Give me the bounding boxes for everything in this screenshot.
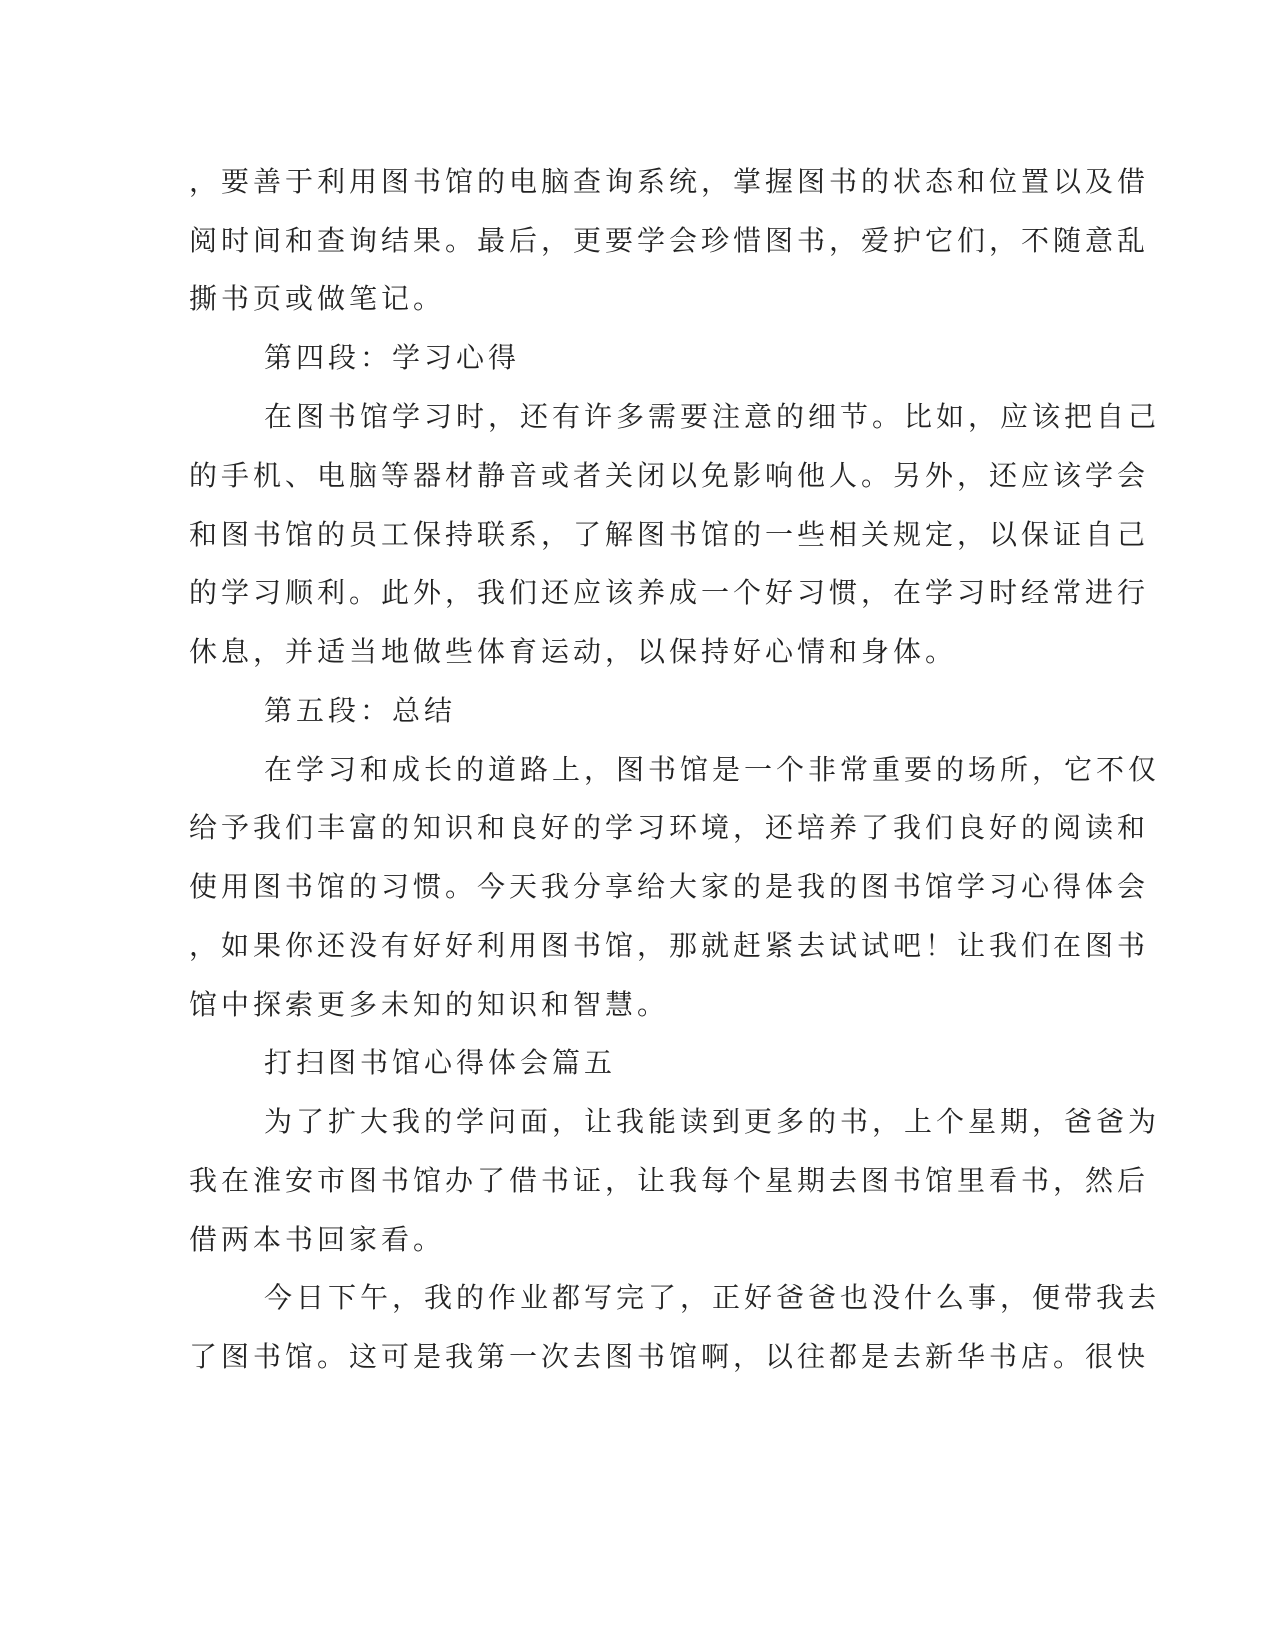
text-line: 休息，并适当地做些体育运动，以保持好心情和身体。 xyxy=(189,635,958,668)
text-line: 的手机、电脑等器材静音或者关闭以免影响他人。另外，还应该学会 xyxy=(189,459,1150,492)
text-line: ，要善于利用图书馆的电脑查询系统，掌握图书的状态和位置以及借 xyxy=(189,165,1150,198)
article-title: 打扫图书馆心得体会篇五 xyxy=(264,1046,617,1079)
text-line: 阅时间和查询结果。最后，更要学会珍惜图书，爱护它们，不随意乱 xyxy=(189,224,1150,257)
section-heading: 第四段：学习心得 xyxy=(264,341,521,374)
text-line: 了图书馆。这可是我第一次去图书馆啊，以往都是去新华书店。很快 xyxy=(189,1340,1150,1373)
text-line: ，如果你还没有好好利用图书馆，那就赶紧去试试吧！让我们在图书 xyxy=(189,929,1150,962)
section-heading: 第五段：总结 xyxy=(264,694,457,727)
text-line: 给予我们丰富的知识和良好的学习环境，还培养了我们良好的阅读和 xyxy=(189,811,1150,844)
text-line: 在学习和成长的道路上，图书馆是一个非常重要的场所，它不仅 xyxy=(264,753,1161,786)
text-line: 今日下午，我的作业都写完了，正好爸爸也没什么事，便带我去 xyxy=(264,1281,1161,1314)
text-line: 和图书馆的员工保持联系，了解图书馆的一些相关规定，以保证自己 xyxy=(189,518,1150,551)
text-line: 撕书页或做笔记。 xyxy=(189,282,446,315)
text-line: 使用图书馆的习惯。今天我分享给大家的是我的图书馆学习心得体会 xyxy=(189,870,1150,903)
text-line: 借两本书回家看。 xyxy=(189,1223,446,1256)
text-line: 馆中探索更多未知的知识和智慧。 xyxy=(189,988,670,1021)
text-line: 在图书馆学习时，还有许多需要注意的细节。比如，应该把自己 xyxy=(264,400,1161,433)
text-line: 的学习顺利。此外，我们还应该养成一个好习惯，在学习时经常进行 xyxy=(189,576,1150,609)
text-line: 为了扩大我的学问面，让我能读到更多的书，上个星期，爸爸为 xyxy=(264,1105,1161,1138)
text-line: 我在淮安市图书馆办了借书证，让我每个星期去图书馆里看书，然后 xyxy=(189,1164,1150,1197)
